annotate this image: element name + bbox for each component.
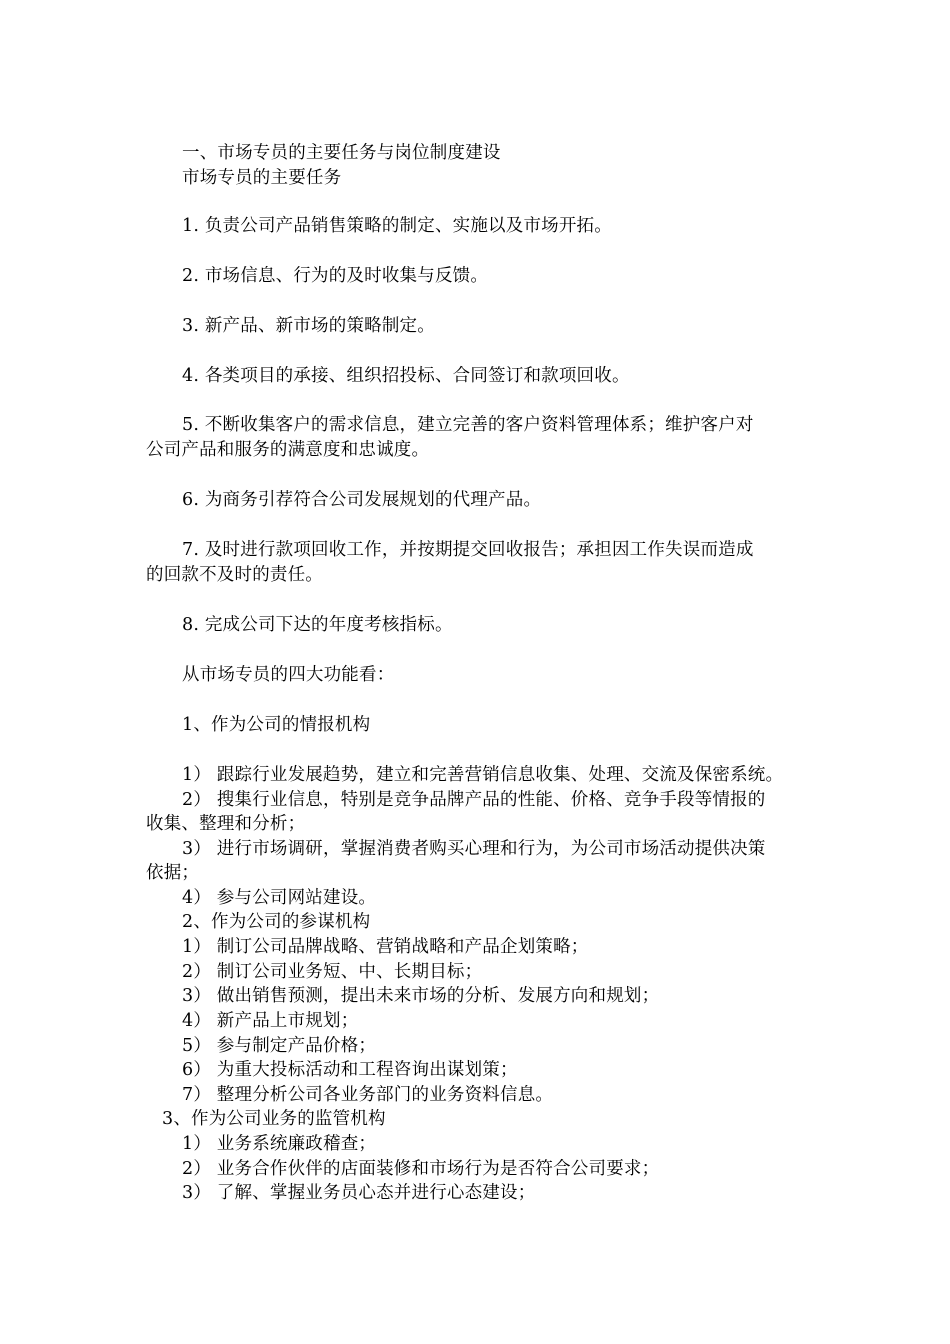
subheading: 市场专员的主要任务: [182, 168, 342, 188]
function-1-item-3-line2: 依据；: [146, 863, 200, 883]
task-item-6: 6. 为商务引荐符合公司发展规划的代理产品。: [182, 490, 542, 510]
task-item-2: 2. 市场信息、行为的及时收集与反馈。: [182, 266, 489, 286]
function-3-item-3: 3） 了解、掌握业务员心态并进行心态建设；: [182, 1183, 536, 1203]
function-3-title: 3、作为公司业务的监管机构: [162, 1109, 386, 1129]
function-1-title: 1、作为公司的情报机构: [182, 715, 371, 735]
function-1-item-1: 1） 跟踪行业发展趋势，建立和完善营销信息收集、处理、交流及保密系统。: [182, 765, 784, 785]
function-2-item-2: 2） 制订公司业务短、中、长期目标；: [182, 962, 483, 982]
function-1-item-2-line2: 收集、整理和分析；: [146, 814, 306, 834]
function-2-item-3: 3） 做出销售预测，提出未来市场的分析、发展方向和规划；: [182, 986, 660, 1006]
task-item-4: 4. 各类项目的承接、组织招投标、合同签订和款项回收。: [182, 366, 630, 386]
function-3-item-2: 2） 业务合作伙伴的店面装修和市场行为是否符合公司要求；: [182, 1159, 660, 1179]
function-1-item-3-line1: 3） 进行市场调研，掌握消费者购买心理和行为，为公司市场活动提供决策: [182, 839, 766, 859]
function-2-item-6: 6） 为重大投标活动和工程咨询出谋划策；: [182, 1060, 518, 1080]
function-2-item-4: 4） 新产品上市规划；: [182, 1011, 359, 1031]
task-item-7-line2: 的回款不及时的责任。: [146, 565, 323, 585]
function-1-item-2-line1: 2） 搜集行业信息，特别是竞争品牌产品的性能、价格、竞争手段等情报的: [182, 790, 766, 810]
task-item-5-line1: 5. 不断收集客户的需求信息，建立完善的客户资料管理体系；维护客户对: [182, 415, 754, 435]
function-2-item-7: 7） 整理分析公司各业务部门的业务资料信息。: [182, 1085, 554, 1105]
task-item-7-line1: 7. 及时进行款项回收工作，并按期提交回收报告；承担因工作失误而造成: [182, 540, 754, 560]
task-item-1: 1. 负责公司产品销售策略的制定、实施以及市场开拓。: [182, 216, 612, 236]
function-2-item-1: 1） 制订公司品牌战略、营销战略和产品企划策略；: [182, 937, 589, 957]
function-3-item-1: 1） 业务系统廉政稽查；: [182, 1134, 377, 1154]
section-heading: 一、市场专员的主要任务与岗位制度建设: [182, 143, 501, 163]
function-2-item-5: 5） 参与制定产品价格；: [182, 1036, 377, 1056]
task-item-8: 8. 完成公司下达的年度考核指标。: [182, 615, 453, 635]
function-1-item-4: 4） 参与公司网站建设。: [182, 888, 377, 908]
functions-intro: 从市场专员的四大功能看：: [182, 665, 395, 685]
task-item-3: 3. 新产品、新市场的策略制定。: [182, 316, 435, 336]
function-2-title: 2、作为公司的参谋机构: [182, 912, 371, 932]
task-item-5-line2: 公司产品和服务的满意度和忠诚度。: [146, 440, 430, 460]
